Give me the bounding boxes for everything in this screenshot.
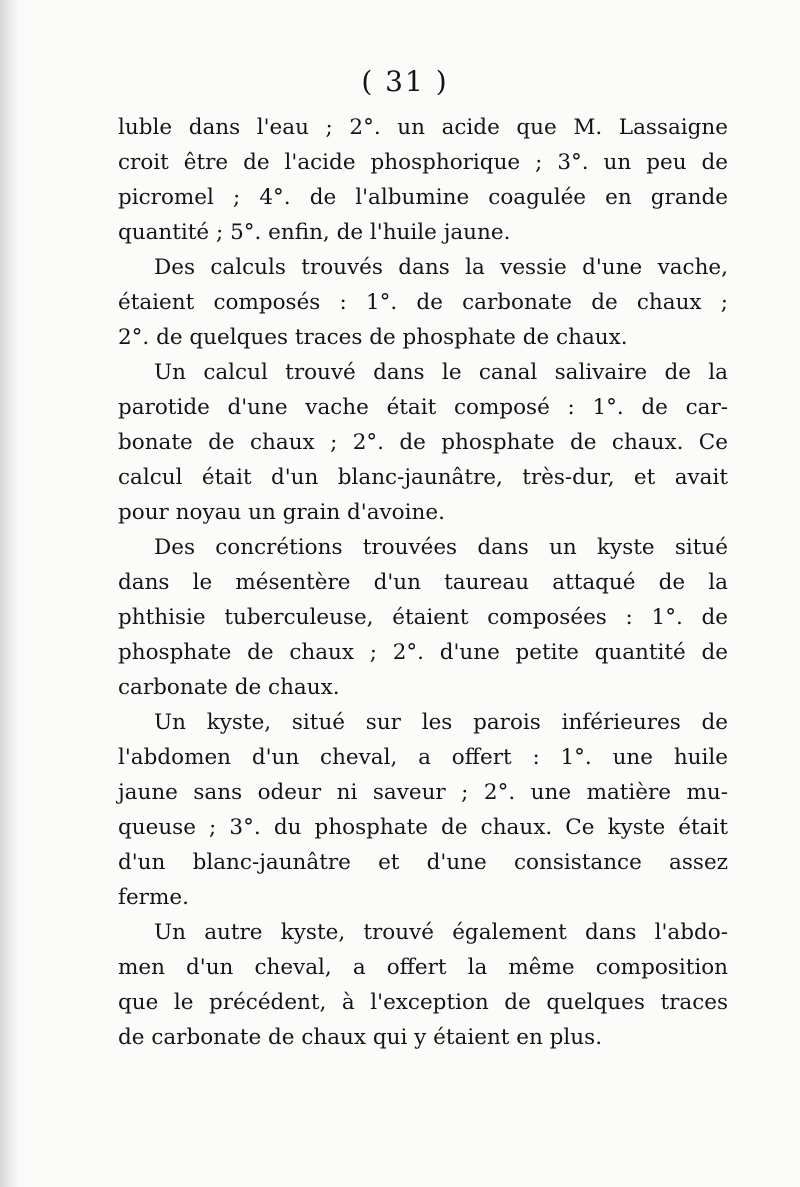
- text-line: phosphate de chaux ; 2°. d'une petite quantité de: [118, 640, 728, 665]
- text-line: Un calcul trouvé dans le canal salivaire de la: [154, 360, 728, 385]
- paragraph-2: [118, 250, 728, 355]
- paragraph-1: [118, 110, 728, 250]
- paragraph-5: [118, 705, 728, 915]
- text-line: queuse ; 3°. du phosphate de chaux. Ce kyste était: [118, 815, 728, 840]
- text-line: Des concrétions trouvées dans un kyste situé: [154, 535, 728, 560]
- text-line: calcul était d'un blanc-jaunâtre, très-dur, et avait: [118, 465, 728, 490]
- text-line: croit être de l'acide phosphorique ; 3°. un peu de: [118, 150, 728, 175]
- page-binding-shadow: [0, 0, 20, 1187]
- text-line: Un autre kyste, trouvé également dans l'abdo-: [154, 920, 728, 945]
- text-line: men d'un cheval, a offert la même composition: [118, 955, 728, 980]
- text-line: parotide d'une vache était composé : 1°. de car-: [118, 395, 728, 420]
- paragraph-3: [118, 355, 728, 530]
- body-text: [118, 110, 728, 1055]
- text-line: phthisie tuberculeuse, étaient composées : 1°. de: [118, 605, 728, 630]
- text-line: dans le mésentère d'un taureau attaqué de la: [118, 570, 728, 595]
- text-line: de carbonate de chaux qui y étaient en plus.: [118, 1025, 603, 1050]
- text-line: pour noyau un grain d'avoine.: [118, 500, 445, 525]
- text-line: jaune sans odeur ni saveur ; 2°. une matière mu-: [118, 780, 728, 805]
- text-line: quantité ; 5°. enfin, de l'huile jaune.: [118, 220, 511, 245]
- paragraph-4: [118, 530, 728, 705]
- text-line: l'abdomen d'un cheval, a offert : 1°. une huile: [118, 745, 728, 770]
- text-line: étaient composés : 1°. de carbonate de chaux ;: [118, 290, 728, 315]
- paragraph-6: [118, 915, 728, 1055]
- text-line: bonate de chaux ; 2°. de phosphate de chaux. Ce: [118, 430, 728, 455]
- text-line: Des calculs trouvés dans la vessie d'une vache,: [154, 255, 728, 280]
- text-line: Un kyste, situé sur les parois inférieures de: [154, 710, 728, 735]
- page-number: ( 31 ): [361, 65, 449, 98]
- text-line: ferme.: [118, 885, 189, 910]
- text-line: picromel ; 4°. de l'albumine coagulée en grande: [118, 185, 728, 210]
- text-line: d'un blanc-jaunâtre et d'une consistance assez: [118, 850, 728, 875]
- text-line: 2°. de quelques traces de phosphate de chaux.: [118, 325, 628, 350]
- text-line: luble dans l'eau ; 2°. un acide que M. Lassaigne: [118, 115, 728, 140]
- text-line: carbonate de chaux.: [118, 675, 340, 700]
- text-line: que le précédent, à l'exception de quelques traces: [118, 990, 728, 1015]
